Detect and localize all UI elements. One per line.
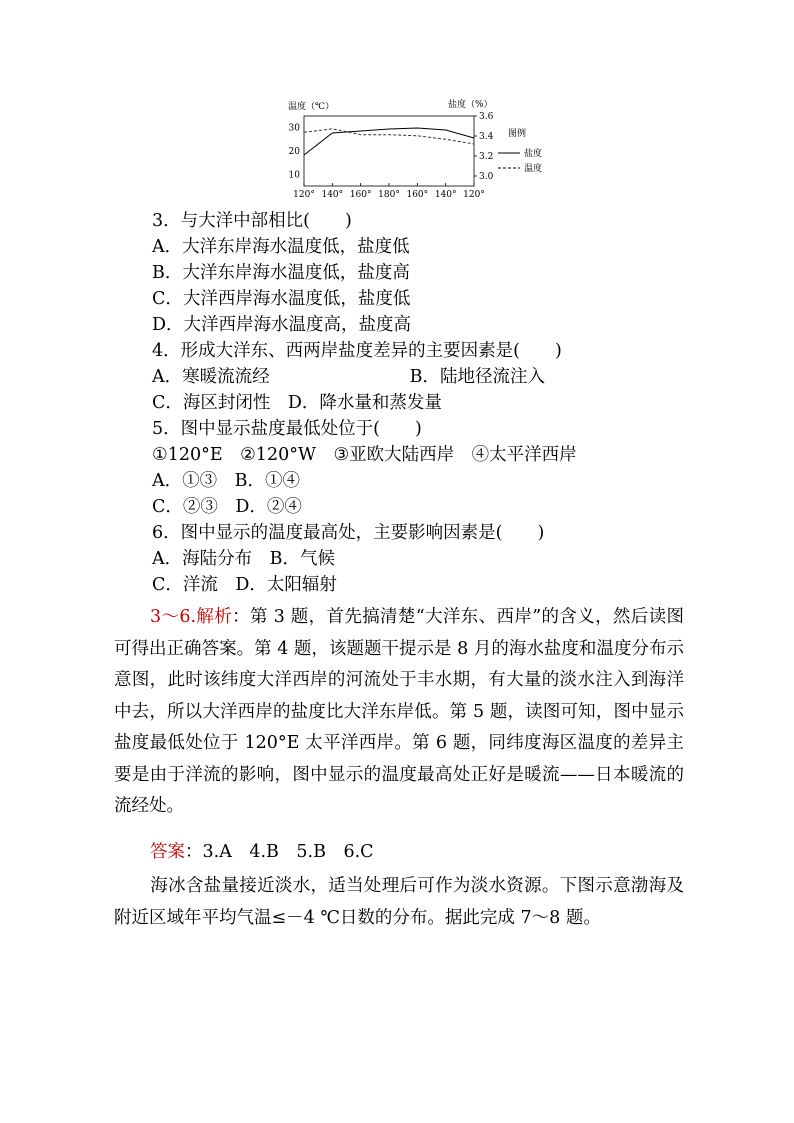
analysis-text: ：第 3 题，首先搞清楚“大洋东、西岸”的含义，然后读图可得出正确答案。第 4 题，该题题干提示是 8 月的海水盐度和温度分布示意图，此时该纬度大洋西岸的河流处于丰水期，有大量的淡水注入到海洋中去，所以大洋西岸的盐度比大洋东岸低。第 5 题，读图可知，图中显示盐度最低处位于 120°E 太平洋西岸。第 6 题，同纬度海区温度的差异主要是由于洋流的影响，图中显示的温度最高处正好是暖流——日本暖流的流经处。 <box>114 607 684 816</box>
x-tick-label: 140° <box>434 190 457 200</box>
x-tick-label: 180° <box>378 190 400 200</box>
series-layer <box>304 128 474 155</box>
answer-text: ：3.A 4.B 5.B 6.C <box>185 842 374 862</box>
answer-line <box>150 838 374 863</box>
legend-title: 图例 <box>508 129 527 139</box>
salinity-temperature-chart <box>280 94 560 204</box>
left-axis-title: 温度（℃） <box>288 102 335 112</box>
question-line: A．①③ B．①④ <box>152 471 300 491</box>
salinity-line <box>304 128 474 155</box>
legend-salinity-label: 盐度 <box>524 149 543 159</box>
question-line: A．寒暖流流经 B．陆地径流注入 <box>152 367 545 387</box>
question-line: D．大洋西岸海水温度高，盐度高 <box>152 315 412 335</box>
x-tick-label: 140° <box>321 190 344 200</box>
x-axis-ticks <box>293 183 485 200</box>
right-axis-title: 盐度（%） <box>448 100 493 110</box>
right-axis-ticks <box>474 112 494 182</box>
question-line: 3．与大洋中部相比( ) <box>152 211 352 231</box>
left-tick-label: 30 <box>288 123 300 134</box>
right-tick-label: 3.6 <box>479 112 494 122</box>
question-line: C．大洋西岸海水温度低，盐度低 <box>152 289 411 309</box>
left-tick-label: 20 <box>288 147 300 157</box>
question-line: C．洋流 D．太阳辐射 <box>152 575 337 595</box>
x-tick-label: 120° <box>463 190 485 200</box>
left-axis-ticks <box>289 124 301 181</box>
legend-temperature-label: 温度 <box>524 164 543 174</box>
question-line: ①120°E ②120°W ③亚欧大陆西岸 ④太平洋西岸 <box>152 445 577 465</box>
intro-paragraph <box>114 870 684 934</box>
right-tick-label: 3.2 <box>479 152 494 162</box>
analysis-label: 3～6.解析 <box>150 607 233 627</box>
x-tick-label: 160° <box>349 190 372 200</box>
right-tick-label: 3.0 <box>479 172 494 182</box>
answer-label: 答案 <box>150 842 185 862</box>
analysis-paragraph <box>114 602 684 823</box>
plot-frame <box>304 116 474 186</box>
question-line: 6．图中显示的温度最高处，主要影响因素是( ) <box>152 523 545 543</box>
question-line: C．海区封闭性 D．降水量和蒸发量 <box>152 393 442 413</box>
question-line: C．②③ D．②④ <box>152 497 302 517</box>
x-tick-label: 160° <box>406 190 429 200</box>
question-line: A．大洋东岸海水温度低，盐度低 <box>152 237 410 257</box>
question-line: 5．图中显示盐度最低处位于( ) <box>152 419 422 439</box>
question-line: A．海陆分布 B．气候 <box>152 549 335 569</box>
intro-text: 海冰含盐量接近淡水，适当处理后可作为淡水资源。下图示意渤海及附近区域年平均气温≤－4 ℃日数的分布。据此完成 7～8 题。 <box>114 876 684 928</box>
question-line: B．大洋东岸海水温度低，盐度高 <box>152 263 410 283</box>
left-tick-label: 10 <box>288 170 300 181</box>
x-tick-label: 120° <box>293 190 315 200</box>
right-tick-label: 3.4 <box>479 132 494 142</box>
question-line: 4．形成大洋东、西两岸盐度差异的主要因素是( ) <box>152 341 562 361</box>
